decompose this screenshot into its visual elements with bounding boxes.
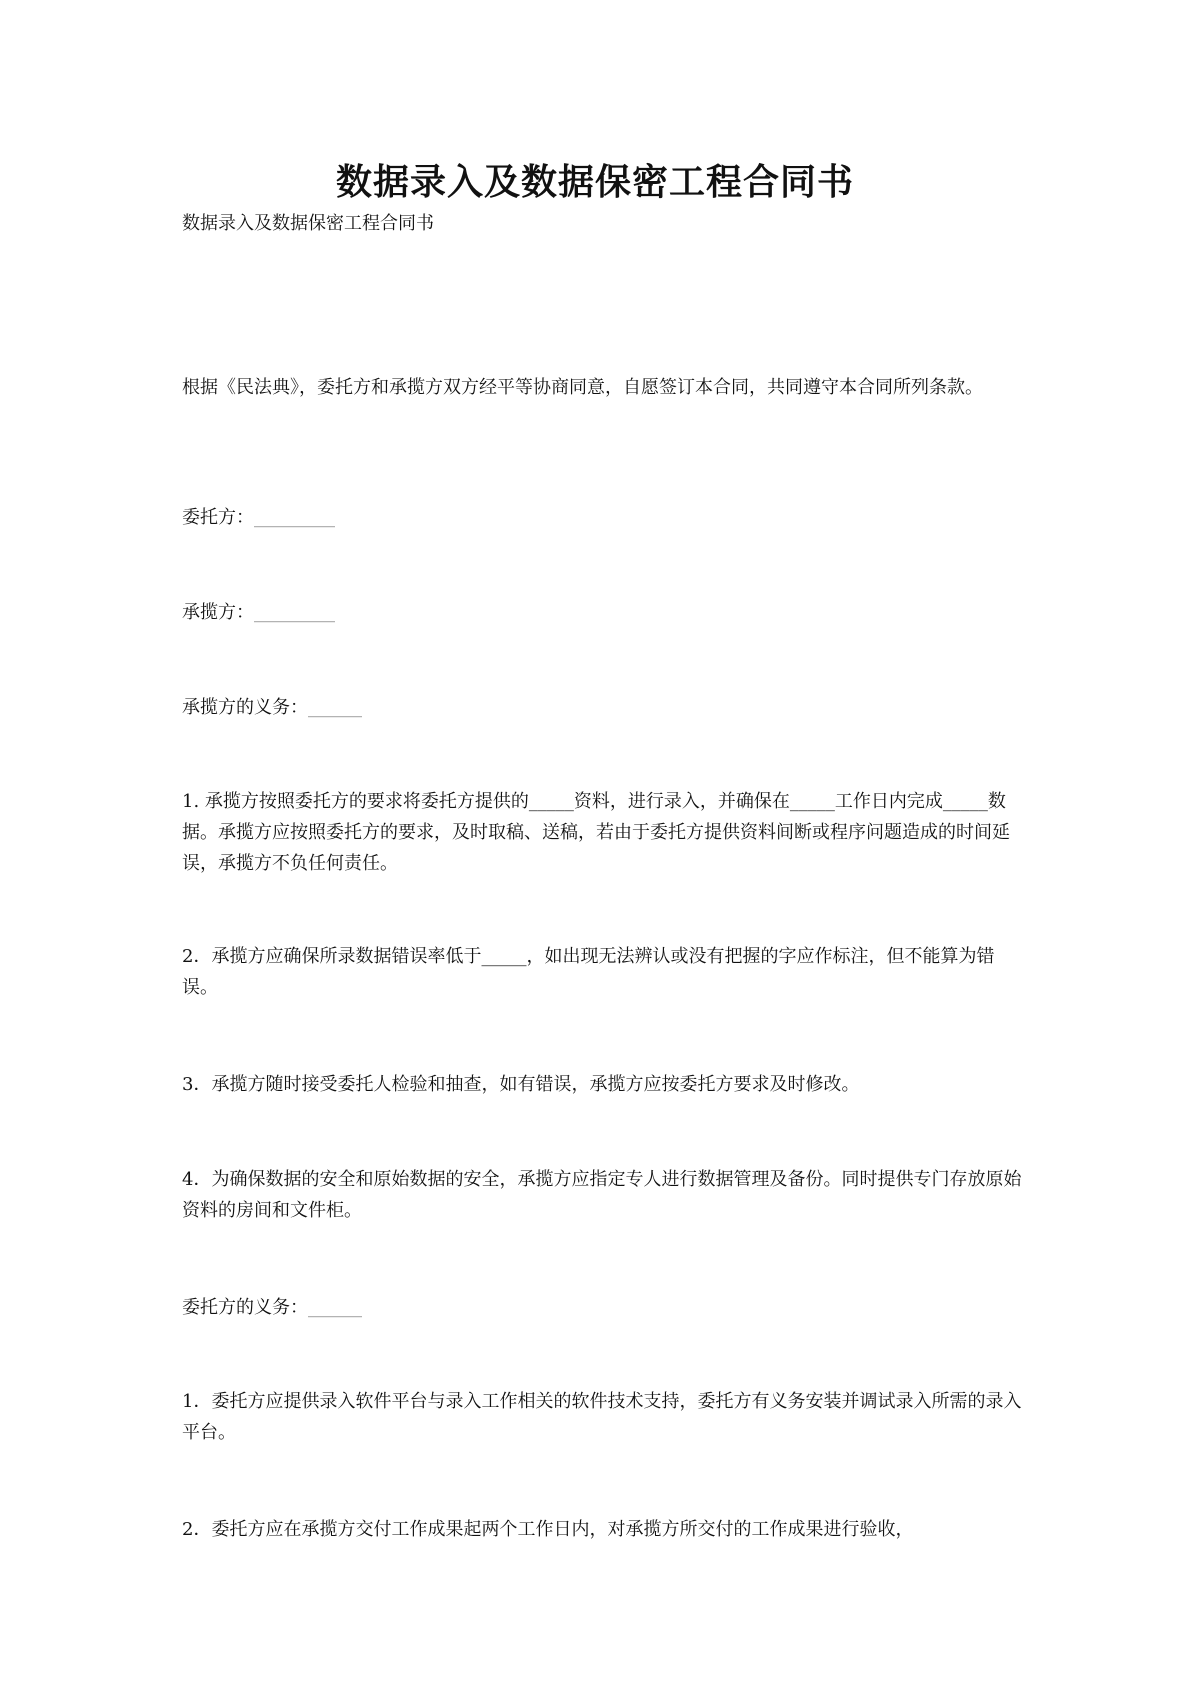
client-duty-2: 2．委托方应在承揽方交付工作成果起两个工作日内，对承揽方所交付的工作成果进行验收， <box>182 1519 914 1540</box>
contractor-duty-1: 1. 承揽方按照委托方的要求将委托方提供的_____资料，进行录入，并确保在_____工作日内完成_____数据。承揽方应按照委托方的要求，及时取稿、送稿，若由于委托方提供资料间断或程序问题造成的时间延误，承揽方不负任何责任。 <box>182 791 1010 874</box>
contractor-duties-heading-text: 承揽方的义务： <box>182 697 308 718</box>
party-b-blank: _________ <box>254 602 335 623</box>
contractor-duties-blank: ______ <box>308 697 362 718</box>
party-a-label: 委托方： <box>182 507 254 528</box>
client-duties-heading-text: 委托方的义务： <box>182 1297 308 1318</box>
client-duty-1: 1．委托方应提供录入软件平台与录入工作相关的软件技术支持，委托方有义务安装并调试录入所需的录入平台。 <box>182 1391 1022 1443</box>
contractor-duty-3: 3．承揽方随时接受委托人检验和抽查，如有错误，承揽方应按委托方要求及时修改。 <box>182 1074 860 1095</box>
document-subtitle: 数据录入及数据保密工程合同书 <box>182 213 434 234</box>
party-a-line <box>182 502 1022 533</box>
party-b-line <box>182 597 1022 628</box>
party-b-label: 承揽方： <box>182 602 254 623</box>
client-duties-blank: ______ <box>308 1297 362 1318</box>
party-a-blank: _________ <box>254 507 335 528</box>
contractor-duties-heading <box>182 692 1022 723</box>
document-title: 数据录入及数据保密工程合同书 <box>335 161 854 203</box>
client-duties-heading <box>182 1292 1022 1323</box>
preamble-paragraph: 根据《民法典》，委托方和承揽方双方经平等协商同意，自愿签订本合同，共同遵守本合同所列条款。 <box>182 377 983 398</box>
contractor-duty-2: 2．承揽方应确保所录数据错误率低于_____，如出现无法辨认或没有把握的字应作标注，但不能算为错误。 <box>182 946 995 998</box>
contractor-duty-4: 4．为确保数据的安全和原始数据的安全，承揽方应指定专人进行数据管理及备份。同时提供专门存放原始资料的房间和文件柜。 <box>182 1169 1022 1221</box>
